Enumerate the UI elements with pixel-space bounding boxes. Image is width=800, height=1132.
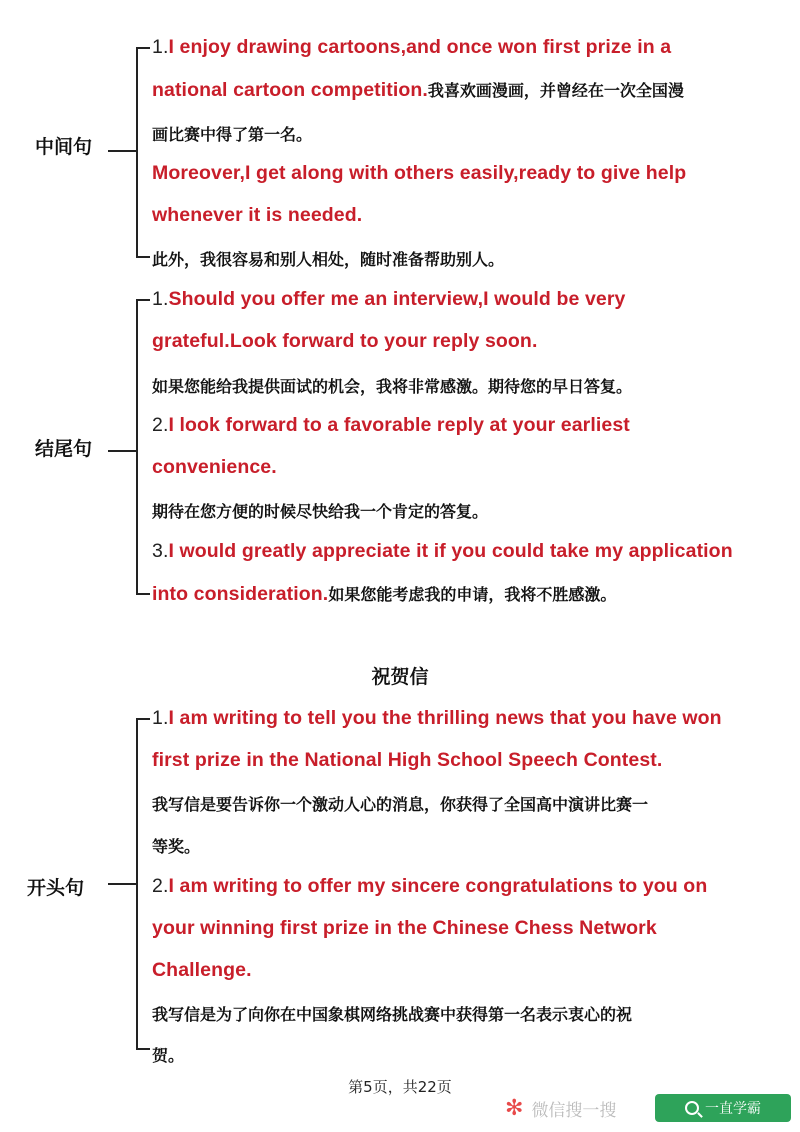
line: 如果您能给我提供面试的机会，我将非常感激。期待您的早日答复。 [152,379,633,396]
line: 2.I am writing to offer my sincere congratulations to you on [152,875,708,897]
brace-tick [108,450,136,452]
line: into consideration.如果您能考虑我的申请，我将不胜感激。 [152,583,617,605]
line: 1.I enjoy drawing cartoons,and once won first prize in a [152,36,672,58]
search-icon [685,1101,699,1115]
section-label: 开头句 [27,877,85,899]
line: 画比赛中得了第一名。 [152,127,313,144]
brace [136,299,138,595]
line: 等奖。 [152,839,201,856]
line: grateful.Look forward to your reply soon. [152,330,538,352]
account-badge-label: 一直学霸 [705,1101,761,1117]
line: whenever it is needed. [152,204,363,226]
line: 期待在您方便的时候尽快给我一个肯定的答复。 [152,504,489,521]
watermark-search-label: 微信搜一搜 [531,1100,617,1121]
line: 此外，我很容易和别人相处，随时准备帮助别人。 [152,252,505,269]
line: 贺。 [152,1048,185,1065]
line: national cartoon competition.我喜欢画漫画，并曾经在一次全国漫 [152,79,684,101]
brace-tick [108,883,136,885]
page-number: 第5页，共22页 [348,1078,452,1096]
account-badge[interactable] [655,1094,791,1122]
line: 1.I am writing to tell you the thrilling news that you have won [152,707,722,729]
section-label: 中间句 [35,136,93,158]
line: Moreover,I get along with others easily,ready to give help [152,162,687,184]
line: convenience. [152,456,277,478]
brace [136,718,138,1050]
brace [136,47,138,258]
wechat-search-watermark [505,1092,616,1124]
wechat-search-icon: ✻ [505,1095,524,1121]
line: 我写信是为了向你在中国象棋网络挑战赛中获得第一名表示衷心的祝 [152,1007,633,1024]
line: first prize in the National High School Speech Contest. [152,749,663,771]
line: 我写信是要告诉你一个激动人心的消息，你获得了全国高中演讲比赛一 [152,797,649,814]
brace-tick [108,150,136,152]
line: 3.I would greatly appreciate it if you could take my application [152,540,733,562]
heading: 祝贺信 [371,666,429,688]
line: 2.I look forward to a favorable reply at your earliest [152,414,630,436]
line: 1.Should you offer me an interview,I would be very [152,288,626,310]
line: Challenge. [152,959,252,981]
line: your winning first prize in the Chinese Chess Network [152,917,657,939]
section-label: 结尾句 [35,438,93,460]
